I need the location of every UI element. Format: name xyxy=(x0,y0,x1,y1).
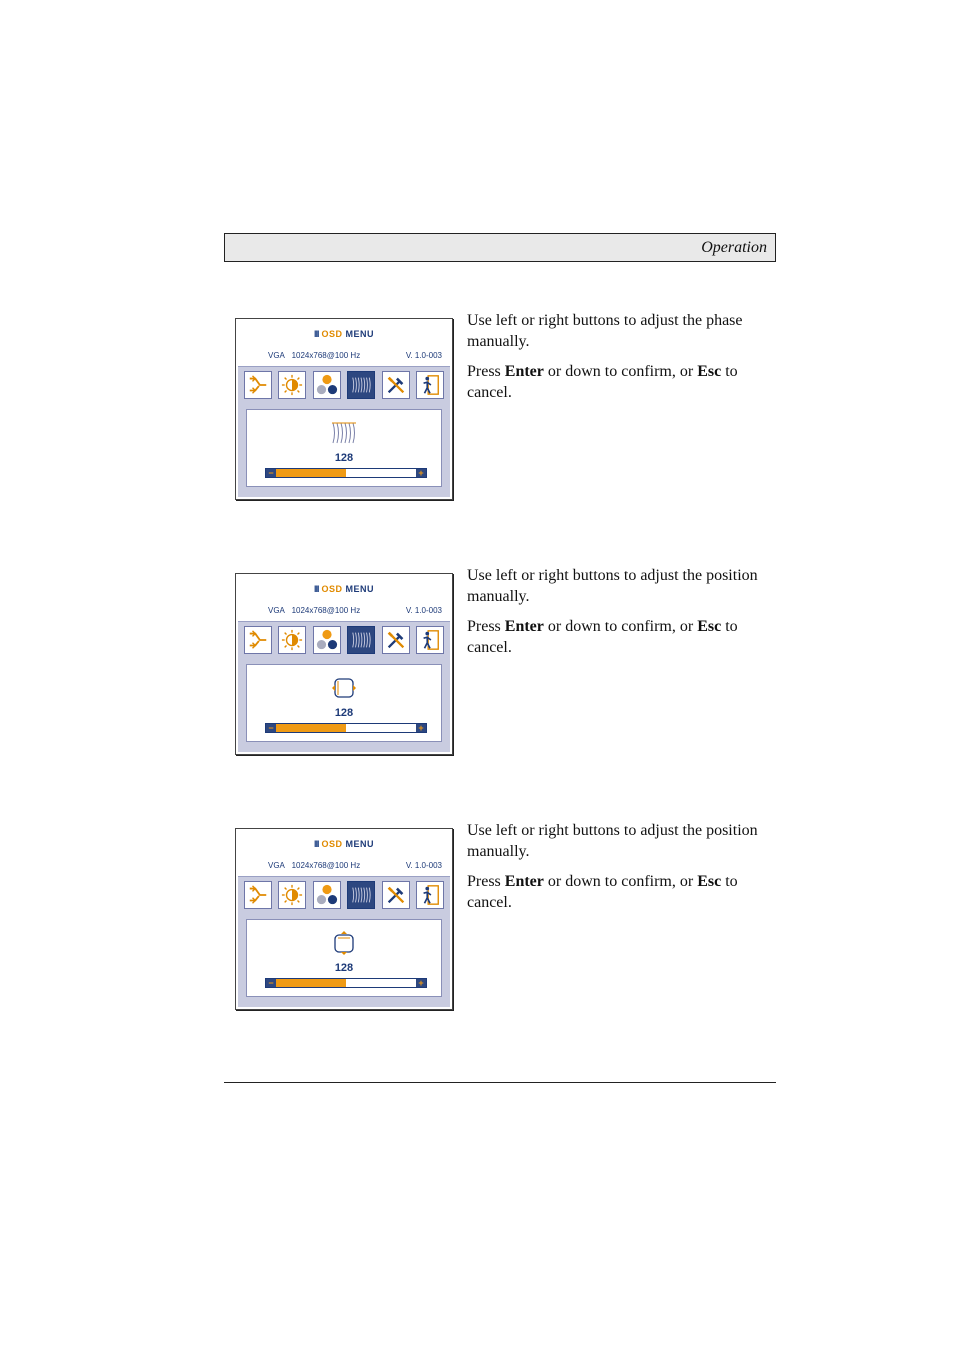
phase-icon xyxy=(350,374,372,396)
input-select-icon xyxy=(247,374,269,396)
osd-section xyxy=(0,820,954,1020)
grip-icon: III xyxy=(313,329,319,339)
adjust-instruction: Use left or right buttons to adjust the position manually. xyxy=(467,822,758,860)
osd-window xyxy=(235,318,453,500)
osd-tile[interactable] xyxy=(382,881,410,909)
osd-tile[interactable] xyxy=(382,371,410,399)
osd-info-line xyxy=(268,861,442,870)
section-description xyxy=(467,820,772,922)
version-label: V. 1.0-003 xyxy=(405,351,442,360)
adjust-slider[interactable] xyxy=(265,468,427,478)
section-description xyxy=(467,565,772,667)
osd-tile[interactable] xyxy=(347,881,375,909)
mode-label: 1024x768@100 Hz xyxy=(291,861,361,870)
osd-content xyxy=(246,919,442,997)
minus-icon[interactable]: − xyxy=(266,979,276,987)
input-label: VGA xyxy=(268,606,285,615)
plus-icon[interactable]: + xyxy=(416,979,426,987)
phase-icon xyxy=(329,420,359,446)
osd-word: OSD xyxy=(321,584,343,594)
vertical-position-icon xyxy=(329,930,359,956)
adjust-instruction: Use left or right buttons to adjust the phase manually. xyxy=(467,312,743,350)
slider-fill xyxy=(276,469,346,477)
osd-tile[interactable] xyxy=(278,371,306,399)
osd-icon-row xyxy=(244,371,444,401)
osd-word: OSD xyxy=(321,329,343,339)
osd-window xyxy=(235,573,453,755)
version-label: V. 1.0-003 xyxy=(405,861,442,870)
page-header xyxy=(224,233,776,262)
osd-section xyxy=(0,310,954,510)
osd-content xyxy=(246,664,442,742)
grip-icon: III xyxy=(313,584,319,594)
phase-icon xyxy=(350,629,372,651)
exit-icon xyxy=(419,374,441,396)
color-icon xyxy=(316,884,338,906)
brightness-icon xyxy=(281,884,303,906)
brightness-icon xyxy=(281,374,303,396)
osd-panel xyxy=(238,621,450,752)
osd-content xyxy=(246,409,442,487)
phase-icon xyxy=(350,884,372,906)
adjust-value: 128 xyxy=(334,962,354,974)
osd-info-line xyxy=(268,351,442,360)
osd-title xyxy=(236,839,452,849)
confirm-instruction: Press Enter or down to confirm, or Esc to cancel. xyxy=(467,363,738,401)
version-label: V. 1.0-003 xyxy=(405,606,442,615)
adjust-slider[interactable] xyxy=(265,978,427,988)
slider-fill xyxy=(276,724,346,732)
confirm-instruction: Press Enter or down to confirm, or Esc to cancel. xyxy=(467,873,738,911)
osd-tile[interactable] xyxy=(244,371,272,399)
osd-tile[interactable] xyxy=(244,626,272,654)
exit-icon xyxy=(419,629,441,651)
osd-tile[interactable] xyxy=(347,626,375,654)
input-label: VGA xyxy=(268,351,285,360)
input-select-icon xyxy=(247,884,269,906)
menu-word: MENU xyxy=(345,329,375,339)
footer-rule xyxy=(224,1082,776,1083)
color-icon xyxy=(316,374,338,396)
osd-title xyxy=(236,584,452,594)
section-description xyxy=(467,310,772,412)
osd-section xyxy=(0,565,954,765)
osd-icon-row xyxy=(244,626,444,656)
osd-info-line xyxy=(268,606,442,615)
osd-tile[interactable] xyxy=(313,881,341,909)
brightness-icon xyxy=(281,629,303,651)
header-title: Operation xyxy=(701,239,767,256)
osd-title xyxy=(236,329,452,339)
osd-tile[interactable] xyxy=(313,626,341,654)
grip-icon: III xyxy=(313,839,319,849)
mode-label: 1024x768@100 Hz xyxy=(291,351,361,360)
adjust-value: 128 xyxy=(334,707,354,719)
menu-word: MENU xyxy=(345,839,375,849)
horizontal-position-icon xyxy=(329,675,359,701)
adjust-value: 128 xyxy=(334,452,354,464)
osd-tile[interactable] xyxy=(244,881,272,909)
osd-tile[interactable] xyxy=(416,626,444,654)
minus-icon[interactable]: − xyxy=(266,469,276,477)
osd-panel xyxy=(238,876,450,1007)
osd-word: OSD xyxy=(321,839,343,849)
adjust-instruction: Use left or right buttons to adjust the position manually. xyxy=(467,567,758,605)
osd-icon-row xyxy=(244,881,444,911)
input-label: VGA xyxy=(268,861,285,870)
input-select-icon xyxy=(247,629,269,651)
tools-icon xyxy=(385,884,407,906)
color-icon xyxy=(316,629,338,651)
osd-tile[interactable] xyxy=(347,371,375,399)
mode-label: 1024x768@100 Hz xyxy=(291,606,361,615)
osd-tile[interactable] xyxy=(416,371,444,399)
slider-fill xyxy=(276,979,346,987)
osd-tile[interactable] xyxy=(278,881,306,909)
tools-icon xyxy=(385,629,407,651)
osd-window xyxy=(235,828,453,1010)
confirm-instruction: Press Enter or down to confirm, or Esc to cancel. xyxy=(467,618,738,656)
exit-icon xyxy=(419,884,441,906)
adjust-slider[interactable] xyxy=(265,723,427,733)
osd-tile[interactable] xyxy=(278,626,306,654)
tools-icon xyxy=(385,374,407,396)
minus-icon[interactable]: − xyxy=(266,724,276,732)
menu-word: MENU xyxy=(345,584,375,594)
osd-tile[interactable] xyxy=(313,371,341,399)
plus-icon[interactable]: + xyxy=(416,724,426,732)
osd-tile[interactable] xyxy=(382,626,410,654)
plus-icon[interactable]: + xyxy=(416,469,426,477)
osd-panel xyxy=(238,366,450,497)
osd-tile[interactable] xyxy=(416,881,444,909)
